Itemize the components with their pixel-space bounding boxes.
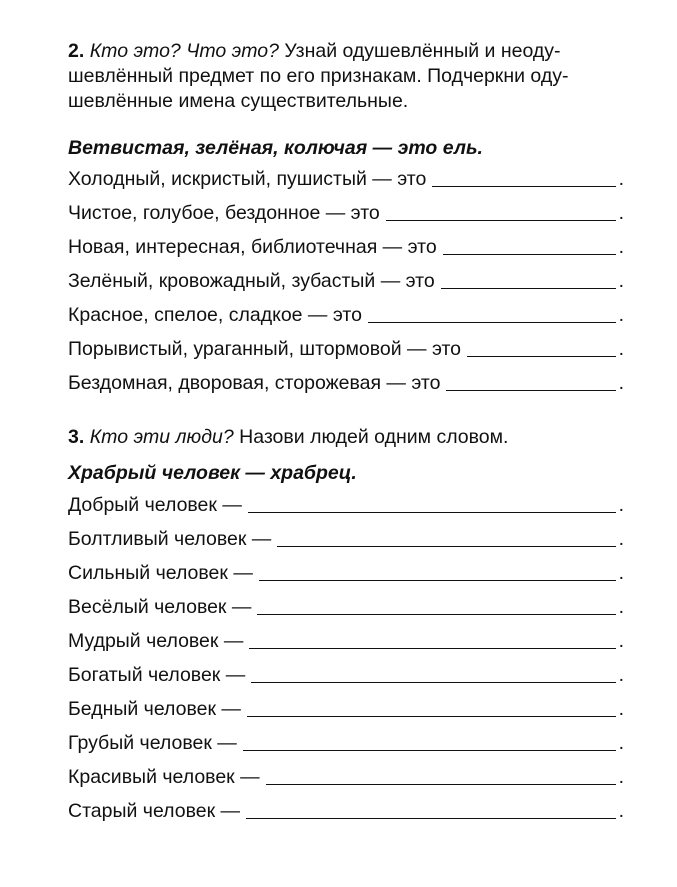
task3-item[interactable] [68, 798, 624, 824]
period: . [618, 168, 624, 190]
item-label: Бедный человек — [68, 698, 241, 720]
item-label: Грубый человек — [68, 732, 237, 754]
task2-item[interactable] [68, 370, 624, 396]
task2-intro-line1 [68, 39, 628, 64]
period: . [618, 732, 624, 754]
answer-blank[interactable] [246, 817, 616, 819]
task2-item[interactable] [68, 200, 624, 226]
answer-blank[interactable] [257, 613, 615, 615]
answer-blank[interactable] [248, 511, 616, 513]
answer-blank[interactable] [249, 647, 615, 649]
answer-blank[interactable] [443, 253, 616, 255]
answer-blank[interactable] [277, 545, 615, 547]
task2-instruction-line3: шевлённые имена существительные. [68, 90, 409, 112]
period: . [618, 270, 624, 292]
answer-blank[interactable] [259, 579, 616, 581]
period: . [618, 664, 624, 686]
answer-blank[interactable] [266, 783, 616, 785]
task2-item[interactable] [68, 166, 624, 192]
task3-item[interactable] [68, 764, 624, 790]
period: . [618, 630, 624, 652]
answer-blank[interactable] [441, 287, 616, 289]
task2-item[interactable] [68, 302, 624, 328]
task3-number: 3. [68, 426, 85, 448]
item-label: Старый человек — [68, 800, 241, 822]
task3-item[interactable] [68, 560, 624, 586]
task3-item[interactable] [68, 628, 624, 654]
item-label: Бездомная, дворовая, сторожевая — это [68, 372, 441, 394]
period: . [618, 766, 624, 788]
item-label: Весёлый человек — [68, 596, 252, 618]
task2-example: Ветвистая, зелёная, колючая — это ель. [68, 137, 483, 159]
task2-item[interactable] [68, 234, 624, 260]
period: . [618, 372, 624, 394]
answer-blank[interactable] [243, 749, 616, 751]
item-label: Чистое, голубое, бездонное — это [68, 202, 380, 224]
period: . [618, 202, 624, 224]
item-label: Сильный человек — [68, 562, 253, 584]
answer-blank[interactable] [368, 321, 616, 323]
task3-item[interactable] [68, 696, 624, 722]
task2-item[interactable] [68, 268, 624, 294]
answer-blank[interactable] [251, 681, 615, 683]
period: . [618, 800, 624, 822]
answer-blank[interactable] [247, 715, 616, 717]
task3-item[interactable] [68, 526, 624, 552]
period: . [618, 338, 624, 360]
task2-instruction-line1: Узнай одушевлённый и неоду- [284, 40, 561, 62]
item-label: Красное, спелое, сладкое — это [68, 304, 362, 326]
item-label: Богатый человек — [68, 664, 246, 686]
item-label: Порывистый, ураганный, штормовой — это [68, 338, 462, 360]
period: . [618, 596, 624, 618]
task3-instruction: Назови людей одним словом. [239, 426, 509, 448]
task2-instruction-line2: шевлённый предмет по его признакам. Подчеркни оду- [68, 65, 569, 87]
item-label: Мудрый человек — [68, 630, 244, 652]
task3-item[interactable] [68, 594, 624, 620]
answer-blank[interactable] [446, 389, 615, 391]
period: . [618, 494, 624, 516]
answer-blank[interactable] [432, 185, 615, 187]
period: . [618, 698, 624, 720]
item-label: Добрый человек — [68, 494, 242, 516]
period: . [618, 528, 624, 550]
period: . [618, 236, 624, 258]
task3-item[interactable] [68, 730, 624, 756]
task3-intro [68, 425, 628, 450]
task3-item[interactable] [68, 662, 624, 688]
period: . [618, 562, 624, 584]
item-label: Новая, интересная, библиотечная — это [68, 236, 437, 258]
task2-item[interactable] [68, 336, 624, 362]
item-label: Зелёный, кровожадный, зубастый — это [68, 270, 435, 292]
task2-intro [68, 39, 628, 114]
item-label: Холодный, искристый, пушистый — это [68, 168, 427, 190]
period: . [618, 304, 624, 326]
task3-question: Кто эти люди? [89, 426, 234, 448]
item-label: Болтливый человек — [68, 528, 272, 550]
answer-blank[interactable] [386, 219, 616, 221]
task2-question: Кто это? Что это? [89, 40, 279, 62]
item-label: Красивый человек — [68, 766, 260, 788]
task3-example: Храбрый человек — храбрец. [68, 462, 357, 484]
task2-number: 2. [68, 40, 85, 62]
answer-blank[interactable] [467, 355, 616, 357]
task3-item[interactable] [68, 492, 624, 518]
